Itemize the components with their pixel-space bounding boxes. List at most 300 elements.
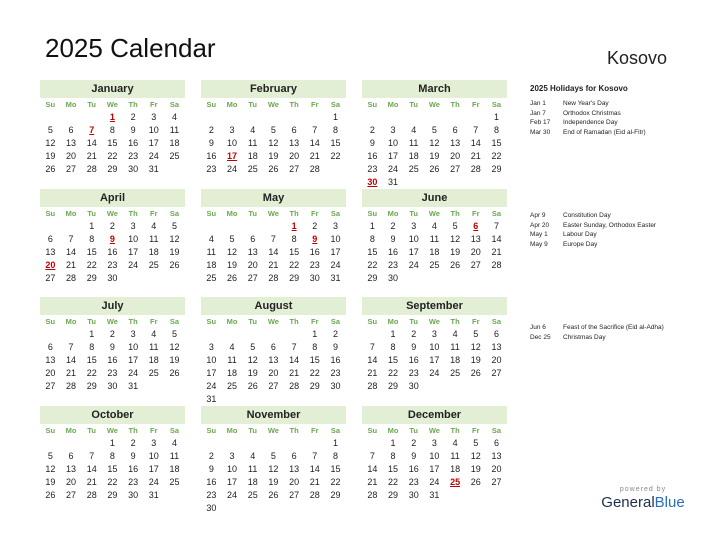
holiday-day-cell: 30 [367, 177, 378, 187]
holiday-date: Jan 1 [530, 100, 546, 107]
brand-name [587, 494, 699, 511]
day-cell: 19 [227, 260, 238, 270]
weekday-label: Sa [491, 317, 502, 326]
day-cell: 20 [491, 464, 502, 474]
day-cell: 27 [66, 490, 77, 500]
holiday-day-cell: 17 [227, 151, 238, 161]
day-cell: 22 [388, 368, 399, 378]
day-cell: 17 [429, 355, 440, 365]
day-cell: 3 [229, 451, 235, 461]
weekday-label: Th [128, 209, 138, 218]
month-october [40, 406, 185, 502]
holiday-name: Orthodox Christmas [563, 109, 621, 117]
day-cell: 2 [130, 438, 136, 448]
day-cell: 5 [171, 221, 177, 231]
day-cell: 2 [312, 221, 318, 231]
day-cell: 29 [86, 381, 97, 391]
holiday-name: End of Ramadan (Eid al-Fitr) [563, 128, 646, 136]
holiday-item [530, 240, 700, 250]
holiday-item [530, 109, 700, 119]
day-cell: 31 [128, 381, 139, 391]
weekday-label: Su [45, 100, 56, 109]
empty-cell [263, 220, 284, 233]
brand-name-part1: General [601, 494, 655, 511]
empty-cell [362, 328, 383, 341]
day-cell: 18 [247, 477, 258, 487]
day-cell: 6 [270, 342, 276, 352]
holiday-item [530, 221, 700, 231]
day-cell: 19 [247, 368, 258, 378]
day-cell: 3 [229, 125, 235, 135]
weekday-label: Mo [226, 317, 238, 326]
day-cell: 25 [247, 490, 258, 500]
weekday-label: Mo [226, 100, 238, 109]
weekday-label: Mo [387, 209, 399, 218]
day-cell: 2 [332, 329, 338, 339]
day-cell: 24 [128, 260, 139, 270]
month-november [201, 406, 346, 515]
brand-logo [587, 486, 699, 511]
weekday-label: Mo [387, 317, 399, 326]
day-cell: 15 [289, 247, 300, 257]
day-cell: 25 [169, 477, 180, 487]
day-cell: 13 [66, 464, 77, 474]
day-cell: 24 [330, 260, 341, 270]
day-cell: 7 [89, 451, 95, 461]
day-cell: 6 [291, 125, 297, 135]
month-january [40, 80, 185, 176]
day-cell: 22 [491, 151, 502, 161]
weekday-label: Mo [226, 426, 238, 435]
day-cell: 30 [330, 381, 341, 391]
day-cell: 16 [388, 247, 399, 257]
holiday-date: Feb 17 [530, 119, 551, 126]
day-cell: 30 [388, 273, 399, 283]
month-february [201, 80, 346, 176]
empty-cell [242, 111, 263, 124]
day-cell: 30 [128, 490, 139, 500]
weekday-label: Su [45, 426, 56, 435]
weekday-label: Sa [169, 317, 180, 326]
weekday-label: Sa [330, 209, 341, 218]
day-cell: 14 [367, 355, 378, 365]
weekday-label: We [106, 426, 118, 435]
day-cell: 3 [151, 112, 157, 122]
holiday-date: May 1 [530, 231, 548, 238]
day-cell: 11 [409, 138, 419, 148]
day-cell: 6 [68, 451, 74, 461]
day-cell: 27 [45, 381, 56, 391]
weekday-label: Sa [169, 100, 180, 109]
day-cell: 2 [208, 451, 214, 461]
day-cell: 13 [491, 342, 502, 352]
day-cell: 13 [450, 138, 461, 148]
weekday-label: Su [367, 209, 378, 218]
day-cell: 22 [388, 477, 399, 487]
day-cell: 23 [128, 477, 139, 487]
weekday-label: Th [450, 100, 460, 109]
holiday-name: Constitution Day [563, 212, 611, 219]
day-cell: 24 [227, 490, 238, 500]
day-cell: 10 [330, 234, 341, 244]
day-cell: 22 [330, 151, 341, 161]
day-cell: 30 [107, 381, 118, 391]
month-grid [362, 207, 507, 285]
day-cell: 6 [47, 342, 53, 352]
day-cell: 22 [107, 477, 118, 487]
day-cell: 20 [45, 368, 56, 378]
day-cell: 23 [128, 151, 139, 161]
day-cell: 16 [408, 355, 419, 365]
day-cell: 10 [128, 342, 139, 352]
holiday-day-cell: 9 [109, 234, 115, 244]
day-cell: 5 [47, 451, 53, 461]
day-cell: 24 [429, 477, 440, 487]
day-cell: 3 [431, 329, 437, 339]
day-cell: 16 [128, 138, 139, 148]
day-cell: 27 [66, 164, 77, 174]
day-cell: 12 [45, 138, 56, 148]
day-cell: 4 [411, 125, 417, 135]
holiday-item [530, 128, 700, 138]
weekday-label: Mo [226, 209, 238, 218]
day-cell: 17 [148, 138, 159, 148]
day-cell: 16 [107, 247, 118, 257]
day-cell: 12 [470, 451, 481, 461]
day-cell: 19 [268, 477, 279, 487]
day-cell: 4 [208, 234, 214, 244]
day-cell: 2 [411, 438, 417, 448]
day-cell: 4 [171, 438, 177, 448]
day-cell: 9 [411, 342, 417, 352]
holiday-name: Europe Day [563, 240, 598, 248]
empty-cell [242, 437, 263, 450]
day-cell: 7 [312, 125, 318, 135]
month-grid [201, 315, 346, 406]
day-cell: 14 [491, 234, 502, 244]
day-cell: 1 [89, 221, 95, 231]
empty-cell [445, 111, 466, 124]
day-cell: 12 [247, 355, 258, 365]
day-cell: 19 [268, 151, 279, 161]
empty-cell [362, 437, 383, 450]
day-cell: 17 [330, 247, 341, 257]
holidays-title: 2025 Holidays for Kosovo [530, 84, 628, 93]
weekday-label: We [428, 100, 440, 109]
month-grid [40, 98, 185, 176]
weekday-label: Sa [169, 209, 180, 218]
day-cell: 14 [309, 464, 320, 474]
brand-name-part2: Blue [654, 494, 685, 511]
day-cell: 25 [429, 260, 440, 270]
day-cell: 5 [250, 342, 256, 352]
day-cell: 23 [206, 164, 217, 174]
day-cell: 23 [107, 368, 118, 378]
day-cell: 3 [431, 438, 437, 448]
day-cell: 27 [268, 381, 279, 391]
empty-cell [61, 437, 82, 450]
weekday-label: Tu [248, 209, 258, 218]
day-cell: 11 [206, 247, 217, 257]
day-cell: 6 [291, 451, 297, 461]
empty-cell [81, 111, 102, 124]
day-cell: 1 [390, 329, 396, 339]
day-cell: 13 [66, 138, 77, 148]
day-cell: 17 [128, 247, 139, 257]
day-cell: 4 [250, 451, 256, 461]
weekday-label: Tu [87, 100, 97, 109]
day-cell: 28 [86, 164, 97, 174]
day-cell: 12 [169, 234, 180, 244]
day-cell: 22 [107, 151, 118, 161]
day-cell: 21 [289, 368, 300, 378]
day-cell: 20 [247, 260, 258, 270]
day-cell: 21 [470, 151, 481, 161]
weekday-label: Su [45, 209, 56, 218]
day-cell: 4 [250, 125, 256, 135]
day-cell: 10 [227, 464, 238, 474]
day-cell: 5 [270, 451, 276, 461]
empty-cell [40, 111, 61, 124]
weekday-label: Mo [65, 209, 77, 218]
day-cell: 21 [367, 368, 378, 378]
day-cell: 28 [86, 490, 97, 500]
day-cell: 21 [268, 260, 279, 270]
day-cell: 20 [289, 477, 300, 487]
day-cell: 14 [86, 464, 97, 474]
day-cell: 20 [450, 151, 461, 161]
day-cell: 15 [107, 138, 118, 148]
day-cell: 10 [227, 138, 238, 148]
day-cell: 20 [66, 477, 77, 487]
day-cell: 8 [89, 234, 95, 244]
weekday-label: Fr [150, 100, 158, 109]
day-cell: 16 [206, 151, 217, 161]
day-cell: 15 [86, 355, 97, 365]
empty-cell [222, 220, 243, 233]
day-cell: 24 [128, 368, 139, 378]
day-cell: 8 [369, 234, 375, 244]
day-cell: 5 [473, 329, 479, 339]
day-cell: 29 [289, 273, 300, 283]
day-cell: 31 [148, 490, 159, 500]
day-cell: 1 [89, 329, 95, 339]
empty-cell [222, 328, 243, 341]
month-september [362, 297, 507, 393]
day-cell: 28 [470, 164, 481, 174]
day-cell: 15 [367, 247, 378, 257]
day-cell: 17 [429, 464, 440, 474]
weekday-label: Fr [311, 426, 319, 435]
day-cell: 12 [268, 138, 279, 148]
day-cell: 28 [66, 381, 77, 391]
day-cell: 6 [47, 234, 53, 244]
day-cell: 14 [66, 355, 77, 365]
day-cell: 11 [248, 464, 258, 474]
day-cell: 6 [68, 125, 74, 135]
day-cell: 24 [388, 164, 399, 174]
day-cell: 9 [411, 451, 417, 461]
day-cell: 11 [149, 342, 159, 352]
day-cell: 24 [227, 164, 238, 174]
empty-cell [424, 111, 445, 124]
weekday-label: Th [289, 209, 299, 218]
holiday-day-cell: 6 [473, 221, 479, 231]
weekday-label: Th [289, 426, 299, 435]
weekday-label: Tu [248, 317, 258, 326]
day-cell: 22 [289, 260, 300, 270]
day-cell: 21 [66, 260, 77, 270]
month-header: March [362, 80, 507, 98]
day-cell: 12 [450, 234, 461, 244]
day-cell: 28 [309, 164, 320, 174]
empty-cell [222, 111, 243, 124]
page-title: 2025 Calendar [45, 33, 216, 63]
day-cell: 5 [47, 125, 53, 135]
day-cell: 7 [68, 234, 74, 244]
day-cell: 29 [107, 490, 118, 500]
month-june [362, 189, 507, 285]
weekday-label: Su [206, 317, 217, 326]
weekday-label: Sa [330, 426, 341, 435]
weekday-label: Tu [87, 209, 97, 218]
day-cell: 10 [128, 234, 139, 244]
day-cell: 25 [450, 368, 461, 378]
weekday-label: Sa [491, 100, 502, 109]
day-cell: 22 [330, 477, 341, 487]
day-cell: 1 [109, 438, 115, 448]
holiday-name: Christmas Day [563, 333, 606, 341]
weekday-label: Th [128, 426, 138, 435]
month-header: June [362, 189, 507, 207]
holiday-name: Independence Day [563, 119, 618, 126]
day-cell: 18 [148, 247, 159, 257]
day-cell: 26 [470, 477, 481, 487]
month-grid [40, 207, 185, 285]
weekday-label: Fr [311, 317, 319, 326]
day-cell: 13 [268, 355, 279, 365]
day-cell: 26 [268, 490, 279, 500]
empty-cell [362, 111, 383, 124]
holiday-day-cell: 1 [291, 221, 297, 231]
holiday-name: New Year's Day [563, 100, 609, 107]
day-cell: 1 [312, 329, 318, 339]
day-cell: 18 [247, 151, 258, 161]
day-cell: 23 [408, 477, 419, 487]
day-cell: 20 [268, 368, 279, 378]
day-cell: 7 [493, 221, 499, 231]
day-cell: 8 [390, 451, 396, 461]
weekday-label: Su [367, 426, 378, 435]
day-cell: 28 [66, 273, 77, 283]
day-cell: 16 [408, 464, 419, 474]
holiday-item [530, 333, 700, 343]
day-cell: 21 [309, 151, 320, 161]
empty-cell [263, 328, 284, 341]
day-cell: 1 [332, 438, 338, 448]
day-cell: 20 [289, 151, 300, 161]
day-cell: 13 [491, 451, 502, 461]
day-cell: 3 [208, 342, 214, 352]
holiday-group [530, 323, 700, 342]
day-cell: 18 [169, 464, 180, 474]
weekday-label: Mo [387, 100, 399, 109]
weekday-label: Th [128, 100, 138, 109]
weekday-label: Mo [387, 426, 399, 435]
country-name: Kosovo [606, 48, 667, 68]
day-cell: 3 [151, 438, 157, 448]
month-august [201, 297, 346, 406]
day-cell: 8 [291, 234, 297, 244]
day-cell: 5 [452, 221, 458, 231]
month-header: September [362, 297, 507, 315]
day-cell: 11 [450, 342, 460, 352]
day-cell: 9 [109, 342, 115, 352]
weekday-label: Fr [472, 426, 480, 435]
day-cell: 24 [206, 381, 217, 391]
day-cell: 21 [86, 151, 97, 161]
day-cell: 6 [250, 234, 256, 244]
day-cell: 13 [45, 247, 56, 257]
day-cell: 23 [367, 164, 378, 174]
weekday-label: Fr [150, 209, 158, 218]
day-cell: 1 [390, 438, 396, 448]
day-cell: 28 [367, 381, 378, 391]
day-cell: 24 [408, 260, 419, 270]
day-cell: 23 [107, 260, 118, 270]
day-cell: 22 [309, 368, 320, 378]
day-cell: 13 [247, 247, 258, 257]
day-cell: 30 [309, 273, 320, 283]
day-cell: 25 [148, 260, 159, 270]
day-cell: 3 [332, 221, 338, 231]
empty-cell [61, 328, 82, 341]
day-cell: 7 [270, 234, 276, 244]
day-cell: 21 [367, 477, 378, 487]
day-cell: 20 [66, 151, 77, 161]
day-cell: 14 [367, 464, 378, 474]
day-cell: 30 [107, 273, 118, 283]
day-cell: 19 [169, 247, 180, 257]
weekday-label: Th [289, 100, 299, 109]
month-grid [201, 98, 346, 176]
weekday-label: We [267, 209, 279, 218]
day-cell: 2 [109, 221, 115, 231]
day-cell: 23 [206, 490, 217, 500]
day-cell: 8 [332, 125, 338, 135]
day-cell: 23 [388, 260, 399, 270]
month-grid [362, 315, 507, 393]
day-cell: 19 [169, 355, 180, 365]
day-cell: 5 [270, 125, 276, 135]
day-cell: 11 [169, 451, 180, 461]
holiday-name: Easter Sunday, Orthodox Easter [563, 221, 657, 229]
day-cell: 11 [149, 234, 159, 244]
day-cell: 9 [332, 342, 338, 352]
day-cell: 19 [429, 151, 440, 161]
day-cell: 19 [470, 464, 481, 474]
weekday-label: We [267, 100, 279, 109]
day-cell: 21 [86, 477, 97, 487]
day-cell: 23 [309, 260, 320, 270]
day-cell: 3 [130, 221, 136, 231]
month-grid [362, 424, 507, 502]
weekday-label: Fr [311, 209, 319, 218]
weekday-label: Su [206, 426, 217, 435]
day-cell: 1 [493, 112, 499, 122]
day-cell: 2 [208, 125, 214, 135]
empty-cell [201, 220, 222, 233]
